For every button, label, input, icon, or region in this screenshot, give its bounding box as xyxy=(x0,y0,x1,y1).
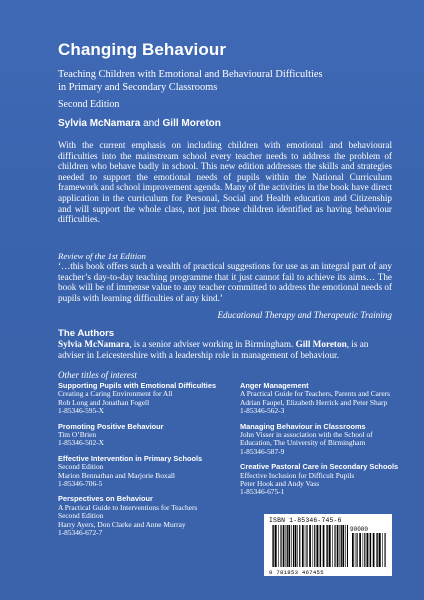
related-book-detail: Second Edition xyxy=(58,462,104,472)
book-title: Changing Behaviour xyxy=(58,40,227,59)
related-book-detail: Peter Hook and Andy Vass xyxy=(240,479,320,489)
related-book xyxy=(58,423,220,448)
other-titles-left-column xyxy=(58,382,220,545)
review-quote: ‘…this book offers such a wealth of practical suggestions for use as an integral part of any teacher’s day-to-day teaching programme that it just cannot fail to achieve its aims… The book will be of immense value to any teacher committed to address the emotional needs of pupils with learning difficulties of any kind.’ xyxy=(58,261,392,303)
related-book-detail: A Practical Guide for Teachers, Parents and Carers xyxy=(240,389,390,399)
related-book-title: Creative Pastoral Care in Secondary Schools xyxy=(240,462,399,472)
related-book-detail: Second Edition xyxy=(58,511,104,521)
isbn-barcode xyxy=(264,514,392,576)
related-book-detail: Adrian Faupel, Elizabeth Herrick and Peter Sharp xyxy=(240,397,388,407)
related-book-title: Supporting Pupils with Emotional Difficulties xyxy=(58,381,217,390)
related-book-detail: John Visser in association with the School of Education, The University of Birmingham xyxy=(240,430,373,448)
book-subtitle xyxy=(58,69,388,94)
related-book xyxy=(240,382,404,416)
review-source: Educational Therapy and Therapeutic Training xyxy=(217,310,392,320)
related-book-title: Anger Management xyxy=(240,381,309,390)
edition-label: Second Edition xyxy=(58,99,120,110)
related-book xyxy=(58,382,220,416)
related-book-isbn: 1-85346-675-1 xyxy=(240,487,285,497)
related-book-detail: Tim O’Brien xyxy=(58,430,97,440)
related-book-isbn: 1-85346-502-X xyxy=(58,438,104,448)
related-book-detail: Marion Bennathan and Marjorie Boxall xyxy=(58,470,175,480)
related-book xyxy=(58,455,220,489)
author-name: Gill Moreton xyxy=(162,118,221,129)
author-name: Sylvia McNamara xyxy=(58,118,141,129)
isbn-text: ISBN 1-85346-745-6 xyxy=(269,517,342,524)
subtitle-line: in Primary and Secondary Classrooms xyxy=(58,81,218,93)
related-book-detail: Effective Inclusion for Difficult Pupils xyxy=(240,470,355,480)
related-book xyxy=(240,463,404,497)
other-titles-heading: Other titles of interest xyxy=(58,370,137,380)
related-book-detail: Creating a Caring Environment for All xyxy=(58,389,173,399)
related-book-detail: A Practical Guide to Interventions for Teachers xyxy=(58,502,198,512)
review-label: Review of the 1st Edition xyxy=(58,251,146,261)
bio-text: , is a senior adviser working in Birmingham. xyxy=(129,339,296,349)
author-joiner: and xyxy=(143,118,160,129)
addon-barcode-bars xyxy=(352,533,386,567)
related-book-isbn: 1-85346-595-X xyxy=(58,406,104,416)
related-book-isbn: 1-85346-562-3 xyxy=(240,406,285,416)
bio-name: Sylvia McNamara xyxy=(58,339,130,349)
author-names xyxy=(58,118,221,129)
bio-text: , is an adviser in Leicestershire with a leadership role in management of behaviour. xyxy=(58,339,369,360)
related-book xyxy=(240,423,404,457)
related-book-detail: Harry Ayers, Don Clarke and Anne Murray xyxy=(58,519,186,529)
ean-number: 9 781853 467455 xyxy=(269,569,324,576)
book-description: With the current emphasis on including children with emotional and behavioural difficulties into the mainstream school every teacher needs to address the problem of children who behave badly in school. This new edition addresses the skills and strategies needed to support the emotional needs of pupils within the National Curriculum framework and school improvement agenda. Many of the activities in the book have direct application in the curriculum for Personal, Social and Health education and Citizenship and will support the whole class, not just those children identified as having behaviour difficulties. xyxy=(58,140,392,225)
price-addon-code: 90000 xyxy=(350,526,369,533)
related-book-title: Effective Intervention in Primary Schools xyxy=(58,453,203,463)
other-titles-right-column xyxy=(240,382,404,504)
ean-barcode-bars xyxy=(272,525,348,567)
subtitle-line: Teaching Children with Emotional and Behavioural Difficulties xyxy=(58,69,323,80)
bio-name: Gill Moreton xyxy=(295,339,347,349)
related-book-isbn: 1-85346-706-5 xyxy=(58,479,103,489)
related-book-title: Perspectives on Behaviour xyxy=(58,494,153,504)
related-book-isbn: 1-85346-672-7 xyxy=(58,528,103,538)
authors-bio xyxy=(58,339,392,360)
authors-heading: The Authors xyxy=(58,328,115,339)
related-book xyxy=(58,495,220,537)
related-book-isbn: 1-85346-587-9 xyxy=(240,446,285,456)
related-book-title: Promoting Positive Behaviour xyxy=(58,421,164,431)
related-book-detail: Rob Long and Jonathan Fogell xyxy=(58,397,150,407)
related-book-title: Managing Behaviour in Classrooms xyxy=(240,421,366,431)
